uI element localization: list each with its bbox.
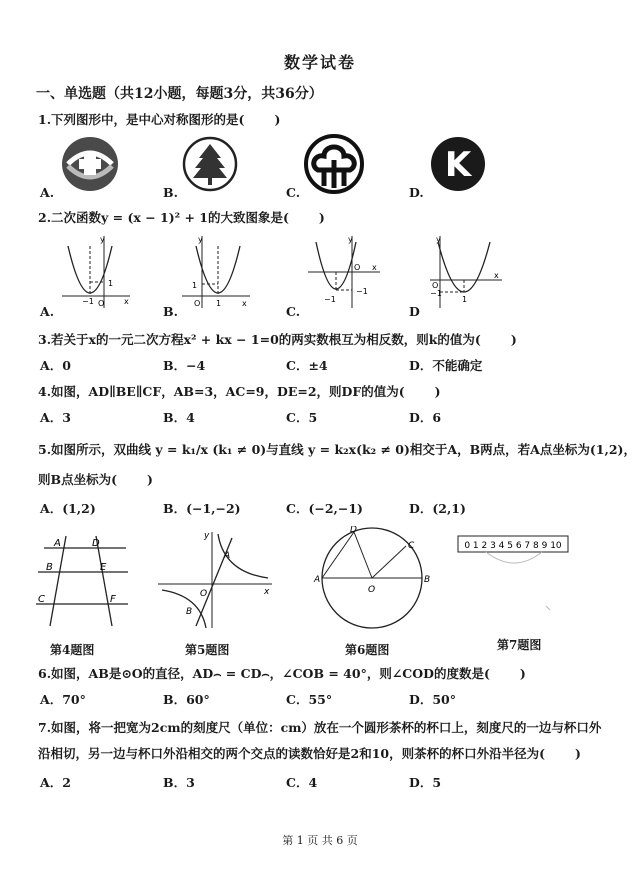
graph-c [306,232,382,310]
question-5-line-1: 5.如图所示，双曲线 y = k₁/x (k₁ ≠ 0)与直线 y = k₂x(k₂ ≠ 0)相交于A，B两点，若A点坐标为(1,2)， [38,442,636,457]
q1-stem: 1.下列图形中，是中心对称图形的是( [38,112,245,127]
svg-text:B: B [46,562,53,573]
q3-option-d: D．不能确定 [409,358,483,373]
question-7-line-1: 7.如图，将一把宽为2cm的刻度尺（单位：cm）放在一个圆形茶杯的杯口上，刻度尺的一边与杯口外 [38,720,602,735]
svg-text:y: y [100,235,105,244]
svg-text:O: O [432,281,439,290]
cloud-logo-icon [304,134,364,194]
svg-text:1: 1 [108,279,114,288]
svg-text:−1: −1 [82,297,94,306]
q1-option-a: A. [40,185,55,200]
svg-text:−1: −1 [430,289,442,298]
svg-text:y: y [348,235,353,244]
question-5-line-2: 则B点坐标为( ) [38,472,153,487]
q5-option-a: A．(1,2) [40,501,96,516]
tree-logo-icon [182,136,238,192]
q6-stem: 6.如图，AB是⊙O的直径，AD⌢ = CD⌢，∠COB = 40°，则∠COD的度数是( [38,666,490,681]
svg-text:F: F [110,594,116,605]
svg-text:x: x [242,299,247,308]
svg-text:O: O [354,263,361,272]
q5-option-c: C．(−2,−1) [286,501,363,516]
k-logo-icon [430,136,486,192]
ruler-scale: 0 1 2 3 4 5 6 7 8 9 10 [464,541,562,551]
q4-option-c: C．5 [286,410,318,425]
svg-text:x: x [372,263,377,272]
q4-option-a: A．3 [40,410,71,425]
caption-figure-7: 第7题图 [497,638,542,652]
svg-text:y: y [204,531,210,541]
svg-text:O: O [98,299,105,308]
q3-option-c: C．±4 [286,358,328,373]
caption-figure-5: 第5题图 [185,643,230,657]
svg-text:1: 1 [462,295,468,304]
svg-text:A: A [314,575,321,585]
q5-option-d: D．(2,1) [409,501,466,516]
q6-option-d: D．50° [409,692,456,707]
q2-stem: 2.二次函数y = (x − 1)² + 1的大致图象是( [38,210,289,225]
q6-option-a: A．70° [40,692,86,707]
svg-text:B: B [424,575,431,585]
figure-7-ruler [456,534,572,624]
q6-option-b: B．60° [163,692,210,707]
q4-stem: 4.如图，AD∥BE∥CF，AB=3，AC=9，DE=2，则DF的值为( [38,384,405,399]
q7-option-b: B．3 [163,775,195,790]
section-heading: 一、单选题（共12小题，每题3分，共36分） [36,86,323,102]
caption-figure-4: 第4题图 [50,643,95,657]
svg-text:E: E [100,562,107,573]
svg-text:O: O [194,299,201,308]
q1-option-d: D. [409,185,424,200]
svg-text:A: A [54,538,61,549]
q6-option-c: C．55° [286,692,333,707]
q1-option-b: B. [163,185,178,200]
svg-text:y: y [198,235,203,244]
svg-text:y: y [436,235,441,244]
q3-option-a: A．0 [40,358,71,373]
svg-text:x: x [124,297,129,306]
recycle-logo-icon [60,136,120,192]
svg-text:O: O [200,589,208,599]
question-1: 1.下列图形中，是中心对称图形的是( ) [38,112,281,127]
svg-text:A: A [224,551,231,561]
svg-text:x: x [494,271,499,280]
graph-b [180,232,252,310]
figure-6-circle [312,526,432,634]
graph-d [428,232,504,310]
q7-option-a: A．2 [40,775,71,790]
page-title: 数学试卷 [283,53,356,72]
svg-text:C: C [408,541,415,551]
figure-4-parallel-lines [34,532,130,632]
svg-text:B: B [186,607,193,617]
q5-option-b: B．(−1,−2) [163,501,241,516]
k-logo-letter: K [444,145,472,185]
graph-a [60,232,132,310]
q3-stem: 3.若关于x的一元二次方程x² + kx − 1=0的两实数根互为相反数，则k的值为( [38,332,481,347]
svg-text:D: D [92,538,100,549]
figure-5-hyperbola [156,528,276,632]
q7-option-c: C．4 [286,775,318,790]
question-7-line-2: 沿相切，另一边与杯口外沿相交的两个交点的读数恰好是2和10，则茶杯的杯口外沿半径为( ) [38,746,581,761]
q4-option-d: D．6 [409,410,442,425]
svg-text:D: D [350,526,357,535]
svg-text:1: 1 [192,281,198,290]
svg-text:C: C [38,594,45,605]
question-6: 6.如图，AB是⊙O的直径，AD⌢ = CD⌢，∠COB = 40°，则∠COD的度数是( ) [38,666,526,681]
svg-text:1: 1 [216,299,222,308]
page-footer: 第 1 页 共 6 页 [282,834,358,847]
caption-figure-6: 第6题图 [345,643,390,657]
question-4: 4.如图，AD∥BE∥CF，AB=3，AC=9，DE=2，则DF的值为( ) [38,384,441,399]
q3-option-b: B．−4 [163,358,206,373]
q1-option-c: C. [286,185,301,200]
svg-text:−1: −1 [324,295,336,304]
question-3: 3.若关于x的一元二次方程x² + kx − 1=0的两实数根互为相反数，则k的值为( ) [38,332,517,347]
q4-option-b: B．4 [163,410,195,425]
q2-option-d: D [409,304,420,319]
svg-text:x: x [264,587,270,597]
q2-option-b: B. [163,304,178,319]
svg-text:O: O [368,585,376,595]
question-2: 2.二次函数y = (x − 1)² + 1的大致图象是( ) [38,210,325,225]
q2-option-a: A. [40,304,55,319]
q2-option-c: C. [286,304,301,319]
svg-text:−1: −1 [356,287,368,296]
q7-option-d: D．5 [409,775,442,790]
